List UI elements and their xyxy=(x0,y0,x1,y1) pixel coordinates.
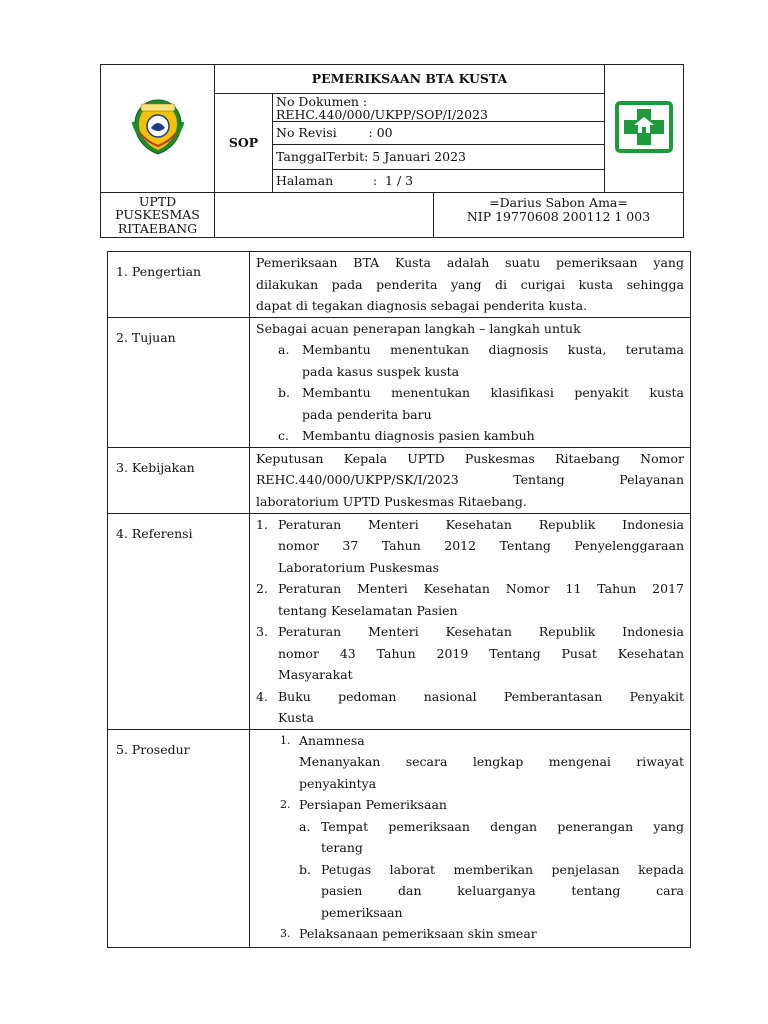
list-label: 1. xyxy=(256,516,268,532)
section-tujuan xyxy=(108,317,691,447)
step-title: Persiapan Pemeriksaan xyxy=(299,797,447,812)
sop-content-table xyxy=(107,251,691,948)
district-emblem-icon xyxy=(127,96,189,158)
list-label: 2. xyxy=(256,581,268,596)
signer-nip: NIP 19770608 200112 1 003 xyxy=(466,209,651,224)
text-line: REHC.440/000/UKPP/SK/I/2023 Tentang Pelayanan xyxy=(256,472,684,487)
list-label: 3. xyxy=(256,624,268,639)
text-line: Tempat pemeriksaan dengan penerangan yang xyxy=(321,818,684,834)
sop-label: SOP xyxy=(215,94,273,193)
section-content xyxy=(250,317,691,447)
step-label: 1. xyxy=(280,733,291,747)
text-line: pada penderita baru xyxy=(302,406,432,422)
text-line: Peraturan Menteri Kesehatan Republik Indonesia xyxy=(278,516,684,532)
text-line: terang xyxy=(321,840,363,855)
no-dokumen-label: No Dokumen : xyxy=(276,93,368,109)
sop-header-table xyxy=(100,64,684,238)
list-item xyxy=(256,339,684,382)
halaman: Halaman : 1 / 3 xyxy=(273,170,605,193)
sub-step xyxy=(299,859,684,924)
text-line: tentang Keselamatan Pasien xyxy=(278,602,458,618)
text-line: Pemeriksaan BTA Kusta adalah suatu pemeriksaan yang xyxy=(256,255,684,270)
list-label: c. xyxy=(278,428,289,443)
procedure-step xyxy=(280,730,684,795)
list-text xyxy=(302,382,684,425)
procedure-step xyxy=(280,794,684,923)
sub-step-label: a. xyxy=(299,818,311,834)
signer-name: =Darius Sabon Ama= xyxy=(489,195,628,210)
document-title: PEMERIKSAAN BTA KUSTA xyxy=(215,65,605,94)
no-revisi: No Revisi : 00 xyxy=(273,122,605,145)
section-title: 2. Tujuan xyxy=(108,317,250,447)
text-line: Keputusan Kepala UPTD Puskesmas Ritaebang Nomor xyxy=(256,450,684,466)
puskesmas-cross-icon xyxy=(614,100,674,154)
text-line: Peraturan Menteri Kesehatan Republik Indonesia xyxy=(278,624,684,639)
section-content xyxy=(250,252,691,318)
section-content xyxy=(250,447,691,513)
section-content xyxy=(250,729,691,947)
section-title: 3. Kebijakan xyxy=(108,447,250,513)
list-item xyxy=(256,514,684,579)
text-line: laboratorium UPTD Puskesmas Ritaebang. xyxy=(256,493,527,509)
list-item xyxy=(256,425,684,447)
section-title: 5. Prosedur xyxy=(108,729,250,947)
list-item xyxy=(256,621,684,686)
section-pengertian xyxy=(108,252,691,318)
step-label: 2. xyxy=(280,798,291,811)
text-line: pada kasus suspek kusta xyxy=(302,363,460,379)
org-line-3: RITAEBANG xyxy=(117,220,198,236)
list-text: Membantu diagnosis pasien kambuh xyxy=(302,428,535,443)
text-line: Menanyakan secara lengkap mengenai riwayat xyxy=(299,754,684,769)
list-label: b. xyxy=(278,385,290,400)
sub-step-label: b. xyxy=(299,861,311,877)
text-line: Petugas laborat memberikan penjelasan kepada xyxy=(321,861,684,877)
section-prosedur xyxy=(108,729,691,947)
list-item xyxy=(256,382,684,425)
puskesmas-logo-cell xyxy=(605,65,684,193)
step-title: Pelaksanaan pemeriksaan skin smear xyxy=(299,926,537,941)
list-text xyxy=(302,339,684,382)
list-item xyxy=(256,578,684,621)
section-content xyxy=(250,513,691,729)
list-text xyxy=(278,514,684,579)
sub-step-text xyxy=(321,859,684,924)
text-line: Kusta xyxy=(278,710,315,725)
list-label: 4. xyxy=(256,688,268,704)
section-kebijakan xyxy=(108,447,691,513)
list-item xyxy=(256,686,684,729)
list-text xyxy=(278,578,684,621)
text-line: dilakukan pada penderita yang di curigai kusta sehingga xyxy=(256,276,684,292)
no-dokumen-value: REHC.440/000/UKPP/SOP/I/2023 xyxy=(276,106,488,122)
step-label: 3. xyxy=(280,927,291,940)
procedure-step xyxy=(280,923,684,945)
text-line: Buku pedoman nasional Pemberantasan Penyakit xyxy=(278,688,684,704)
text-line: Membantu menentukan diagnosis kusta, terutama xyxy=(302,342,684,357)
text-line: Peraturan Menteri Kesehatan Nomor 11 Tahun 2017 xyxy=(278,581,684,596)
section-title: 4. Referensi xyxy=(108,513,250,729)
text-line: Laboratorium Puskesmas xyxy=(278,559,440,575)
text-line: Membantu menentukan klasifikasi penyakit kusta xyxy=(302,385,684,400)
organization-name xyxy=(101,193,215,238)
list-label: a. xyxy=(278,342,290,357)
text-line: nomor 43 Tahun 2019 Tentang Pusat Kesehatan xyxy=(278,645,684,661)
text-line: penyakintya xyxy=(299,775,377,791)
list-text xyxy=(278,621,684,686)
section-referensi xyxy=(108,513,691,729)
step-body xyxy=(299,794,684,923)
step-title: Anamnesa xyxy=(299,732,365,748)
section-title: 1. Pengertian xyxy=(108,252,250,318)
no-dokumen xyxy=(273,94,605,122)
sub-step-text xyxy=(321,816,684,859)
text-line: pemeriksaan xyxy=(321,904,403,920)
sub-step xyxy=(299,816,684,859)
text-line: dapat di tegakan diagnosis sebagai penderita kusta. xyxy=(256,298,588,313)
step-body xyxy=(299,730,684,795)
section-intro: Sebagai acuan penerapan langkah – langkah untuk xyxy=(256,320,581,336)
text-line: nomor 37 Tahun 2012 Tentang Penyelenggaraan xyxy=(278,538,684,553)
tanggal-terbit: TanggalTerbit: 5 Januari 2023 xyxy=(273,145,605,170)
signer-block xyxy=(434,193,684,238)
list-text xyxy=(278,686,684,729)
empty-signature-cell xyxy=(215,193,434,238)
org-line-1: UPTD xyxy=(138,193,177,209)
text-line: pasien dan keluarganya tentang cara xyxy=(321,883,684,898)
district-logo-cell xyxy=(101,65,215,193)
org-line-2: PUSKESMAS xyxy=(115,207,200,223)
text-line: Masyarakat xyxy=(278,667,353,682)
